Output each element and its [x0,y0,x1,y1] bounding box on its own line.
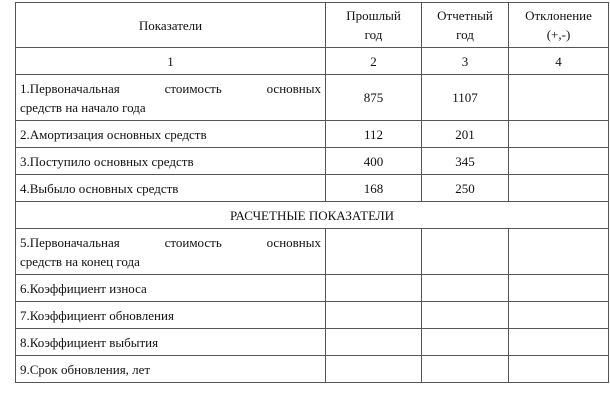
deviation-cell [509,175,609,202]
column-number: 3 [422,48,509,75]
column-number: 4 [509,48,609,75]
row-label: 8.Коэффициент выбытия [16,329,326,356]
header-deviation-line1: Отклонение [525,8,592,23]
deviation-cell [509,329,609,356]
prev-value [326,302,422,329]
deviation-cell [509,275,609,302]
prev-value [326,229,422,275]
header-prev-year-line2: год [364,27,383,42]
row-label: 2.Амортизация основных средств [16,121,326,148]
row-label: 3.Поступило основных средств [16,148,326,175]
report-value [422,329,509,356]
indicators-table [15,2,609,383]
row-label [16,229,326,275]
table-row [16,302,609,329]
table-row [16,148,609,175]
header-report-year-line1: Отчетный [437,8,493,23]
prev-value [326,329,422,356]
prev-value: 400 [326,148,422,175]
row-label-line2: средств на начало года [20,99,146,115]
deviation-cell [509,121,609,148]
section-row [16,202,609,229]
table-row [16,175,609,202]
report-value [422,302,509,329]
deviation-cell [509,75,609,121]
header-indicator [16,3,326,48]
report-value: 201 [422,121,509,148]
table-row [16,356,609,383]
report-value: 250 [422,175,509,202]
deviation-cell [509,302,609,329]
report-value: 345 [422,148,509,175]
report-value [422,356,509,383]
prev-value [326,275,422,302]
header-deviation [509,3,609,48]
report-value [422,275,509,302]
row-label: 7.Коэффициент обновления [16,302,326,329]
header-deviation-line2: (+,-) [546,27,571,42]
column-number: 1 [16,48,326,75]
row-label-line1: 5.Первоначальная стоимость основных [20,234,321,250]
row-label: 4.Выбыло основных средств [16,175,326,202]
column-number-row [16,48,609,75]
row-label [16,75,326,121]
deviation-cell [509,148,609,175]
table-row [16,75,609,121]
table-row [16,229,609,275]
prev-value [326,356,422,383]
header-indicator-text: Показатели [138,17,203,33]
deviation-cell [509,229,609,275]
prev-value: 168 [326,175,422,202]
column-number: 2 [326,48,422,75]
header-prev-year [326,3,422,48]
table-row [16,275,609,302]
report-value: 1107 [422,75,509,121]
row-label: 9.Срок обновления, лет [16,356,326,383]
section-title: РАСЧЕТНЫЕ ПОКАЗАТЕЛИ [16,202,609,229]
header-report-year [422,3,509,48]
deviation-cell [509,356,609,383]
table-row [16,121,609,148]
row-label-line1: 1.Первоначальная стоимость основных [20,80,321,96]
header-row [16,3,609,48]
report-value [422,229,509,275]
prev-value: 875 [326,75,422,121]
table-row [16,329,609,356]
prev-value: 112 [326,121,422,148]
row-label-line2: средств на конец года [20,253,140,269]
row-label: 6.Коэффициент износа [16,275,326,302]
header-report-year-line2: год [456,27,474,42]
header-prev-year-line1: Прошлый [346,8,401,23]
